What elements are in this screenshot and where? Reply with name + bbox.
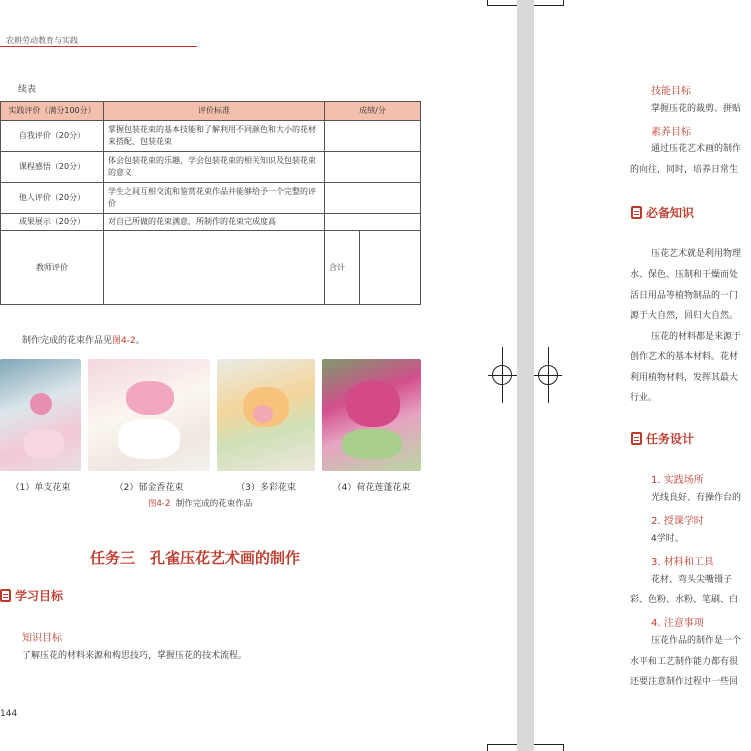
score-cell bbox=[325, 152, 421, 183]
score-cell bbox=[325, 121, 421, 152]
table-cell: 成果展示（20分） bbox=[1, 214, 104, 231]
photo-caption: （3）多彩花束 bbox=[236, 483, 296, 493]
table-header-cell: 评价标准 bbox=[104, 102, 325, 121]
knowledge-line: 水、保色、压制和干燥而处 bbox=[630, 270, 739, 280]
table-header-cell: 实践评价（满分100分） bbox=[1, 102, 104, 121]
section-title: 任务设计 bbox=[646, 432, 695, 446]
continued-label: 续表 bbox=[18, 85, 37, 95]
page-gutter bbox=[517, 0, 534, 751]
crop-mark bbox=[563, 0, 564, 5]
notebook-icon bbox=[631, 206, 642, 219]
crop-mark bbox=[534, 5, 564, 6]
table-cell: 掌握包装花束的基本技能和了解利用不同颜色和大小的花材来搭配、包装花束 bbox=[104, 121, 325, 152]
knowledge-line: 创作艺术的基本材料。花材 bbox=[630, 352, 739, 362]
notebook-icon bbox=[0, 589, 11, 602]
table-cell: 他人评价（20分） bbox=[1, 183, 104, 214]
design-item-text: 光线良好、有操作台的 bbox=[651, 493, 742, 503]
table-cell bbox=[104, 231, 325, 305]
section-heading-knowledge bbox=[631, 204, 694, 221]
figure-title: 制作完成的花束作品 bbox=[175, 499, 253, 509]
knowledge-goal-text: 了解压花的材料来源和构思技巧，掌握压花的技术流程。 bbox=[22, 651, 248, 661]
table-cell: 学生之间互相交流和鉴赏花束作品并能够给予一个完整的评价 bbox=[104, 183, 325, 214]
design-item-title: 2. 授课学时 bbox=[651, 516, 704, 527]
knowledge-line: 压花艺术就是利用物理 bbox=[651, 249, 742, 259]
table-row bbox=[1, 121, 421, 152]
design-item-text: 彩、色粉、水粉、笔刷、白 bbox=[630, 595, 739, 605]
design-item-title: 4. 注意事项 bbox=[651, 618, 704, 629]
score-cell bbox=[325, 214, 421, 231]
crop-mark bbox=[563, 744, 564, 751]
design-item-text: 水平和工艺制作能力都有很 bbox=[630, 657, 739, 667]
figure-caption bbox=[148, 497, 252, 509]
photo-caption: （1）单支花束 bbox=[10, 483, 71, 493]
quality-goal-title: 素养目标 bbox=[651, 127, 691, 138]
design-item-title: 1. 实践场所 bbox=[651, 475, 704, 486]
page-number: 144 bbox=[0, 709, 18, 719]
bouquet-photo-single bbox=[0, 359, 81, 471]
section-title: 学习目标 bbox=[15, 589, 64, 603]
registration-mark bbox=[538, 365, 558, 385]
notebook-icon bbox=[631, 432, 642, 445]
score-cell bbox=[325, 183, 421, 214]
intro-text: 制作完成的花束作品见 bbox=[22, 336, 113, 346]
design-item-title: 3. 材料和工具 bbox=[651, 557, 714, 568]
crop-mark bbox=[534, 744, 564, 745]
quality-goal-line: 的向往，同时，培养日常生 bbox=[630, 165, 739, 175]
table-header-row bbox=[1, 102, 421, 121]
intro-end: 。 bbox=[135, 336, 145, 346]
section-title: 必备知识 bbox=[646, 206, 695, 220]
table-cell: 课程感悟（20分） bbox=[1, 152, 104, 183]
knowledge-line: 源于大自然，回归大自然。 bbox=[630, 311, 739, 321]
table-row bbox=[1, 152, 421, 183]
design-item-text: 还要注意制作过程中一些回 bbox=[630, 677, 739, 687]
knowledge-line: 利用植物材料，发挥其最大 bbox=[630, 373, 739, 383]
quality-goal-line: 通过压花艺术画的制作 bbox=[651, 144, 742, 154]
crop-mark bbox=[487, 744, 488, 751]
knowledge-line: 活日用品等植物制品的一门 bbox=[630, 291, 739, 301]
total-value-cell bbox=[360, 231, 421, 305]
registration-mark bbox=[492, 365, 512, 385]
design-item-text: 压花作品的制作是一个 bbox=[651, 636, 742, 646]
table-row bbox=[1, 183, 421, 214]
figure-number: 图4-2 bbox=[148, 499, 171, 509]
table-row bbox=[1, 231, 421, 305]
figure-intro bbox=[22, 333, 145, 346]
bouquet-photo-tulip bbox=[88, 359, 210, 471]
running-header: 农耕劳动教育与实践 bbox=[6, 36, 78, 45]
photo-caption: （2）郁金香花束 bbox=[114, 483, 184, 493]
skill-goal-text: 掌握压花的裁剪、拼贴 bbox=[651, 104, 742, 114]
bouquet-photo-lotus bbox=[322, 359, 421, 471]
knowledge-line: 压花的材料都是来源于 bbox=[651, 332, 742, 342]
task-title: 任务三 孔雀压花艺术画的制作 bbox=[90, 549, 301, 567]
table-cell: 自我评价（20分） bbox=[1, 121, 104, 152]
crop-mark bbox=[487, 744, 517, 745]
total-label-cell: 合计 bbox=[325, 231, 360, 305]
table-cell: 教师评价 bbox=[1, 231, 104, 305]
skill-goal-title: 技能目标 bbox=[651, 86, 691, 97]
bouquet-photo-colorful bbox=[217, 359, 315, 471]
crop-mark bbox=[487, 5, 517, 6]
header-rule bbox=[0, 46, 197, 47]
table-row bbox=[1, 214, 421, 231]
design-item-text: 4学时。 bbox=[651, 534, 684, 544]
knowledge-goal-title: 知识目标 bbox=[22, 633, 62, 644]
right-page bbox=[534, 0, 751, 751]
table-cell: 体会包装花束的乐趣，学会包装花束的相关知识及包装花束的意义 bbox=[104, 152, 325, 183]
table-header-cell: 成绩/分 bbox=[325, 102, 421, 121]
figure-reference: 图4-2 bbox=[112, 336, 136, 346]
photo-caption: （4）荷花莲蓬花束 bbox=[332, 483, 411, 493]
design-item-text: 花材、弯头尖嘴镊子 bbox=[651, 575, 733, 585]
evaluation-table bbox=[0, 101, 421, 305]
section-heading-learning-goals bbox=[0, 587, 63, 604]
section-heading-task-design bbox=[631, 430, 694, 447]
knowledge-line: 行业。 bbox=[630, 393, 658, 403]
table-cell: 对自己所做的花束满意，所制作的花束完成度高 bbox=[104, 214, 325, 231]
